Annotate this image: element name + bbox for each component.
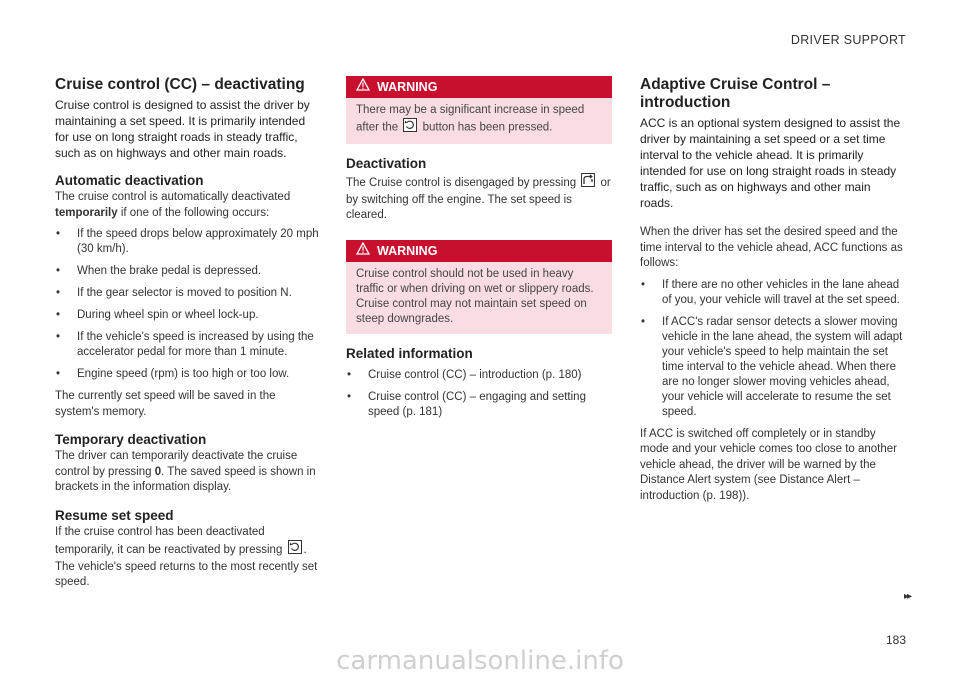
warning-triangle-icon: [356, 240, 370, 262]
intro-text: ACC is an optional system designed to assist the driver by maintaining a set speed or a set time interval to the vehicle ahead. It is primarily intended for use on long straight roads in steady traffic, such as on highways and other main roads.: [640, 116, 901, 210]
resume-icon: [403, 118, 417, 137]
list-item: • During wheel spin or wheel lock-up.: [55, 308, 320, 323]
bold-text: temporarily: [55, 206, 118, 219]
intro-text: Cruise control is designed to assist the driver by maintaining a set speed. It is primarily intended for use on long straight roads in steady traffic, such as on highways and other main roads.: [55, 98, 310, 160]
list-item: • If there are no other vehicles in the lane ahead of you, your vehicle will travel at the set speed.: [640, 278, 906, 308]
text-run: The Cruise control is disengaged by pressing: [346, 176, 580, 189]
warning-box: [346, 76, 612, 144]
text-run: . The vehicle's speed returns to the most recently set speed.: [55, 543, 318, 588]
warning-box: [346, 240, 612, 334]
body-text: When the driver has set the desired speed and the time interval to the vehicle ahead, ACC functions as follows:: [640, 226, 903, 269]
text-run: If the cruise control has been deactivated temporarily, it can be reactivated by pressing: [55, 525, 286, 556]
heading-related-information: Related information: [346, 345, 473, 361]
list-item: • If the vehicle's speed is increased by using the accelerator pedal for more than 1 minute.: [55, 330, 320, 360]
text-run: if one of the following occurs:: [117, 206, 270, 219]
warning-text: Cruise control should not be used in heavy traffic or when driving on wet or slippery roads. Cruise control may not maintain set speed on steep downgrades.: [356, 267, 594, 325]
related-link[interactable]: • Cruise control (CC) – introduction (p. 180): [346, 368, 612, 383]
warning-header: [346, 76, 612, 98]
warning-header: [346, 240, 612, 262]
warning-label: WARNING: [377, 243, 438, 258]
list-item: • When the brake pedal is depressed.: [55, 264, 320, 279]
heading-temporary-deactivation: Temporary deactivation: [55, 432, 207, 447]
warning-triangle-icon: [356, 76, 370, 98]
body-text: If ACC is switched off completely or in standby mode and your vehicle comes too close to another vehicle ahead, the driver will be warned by the Distance Alert system (see Distance Alert – introduction (p. 198)).: [640, 427, 897, 502]
list-item: • If the speed drops below approximately 20 mph (30 km/h).: [55, 227, 320, 257]
text-run: The cruise control is automatically deactivated: [55, 191, 291, 203]
warning-text: [346, 98, 612, 144]
text-run: button has been pressed.: [419, 121, 553, 134]
temporary-deactivation-text: [55, 449, 320, 496]
list-item: • If the gear selector is moved to position N.: [55, 286, 320, 301]
heading-resume-set-speed: Resume set speed: [55, 507, 174, 523]
column-cc-deactivating: [55, 76, 320, 591]
section-title: Cruise control (CC) – deactivating: [55, 76, 305, 93]
related-link[interactable]: • Cruise control (CC) – engaging and setting speed (p. 181): [346, 390, 612, 420]
auto-deactivation-list: [55, 227, 320, 382]
resume-icon: [288, 540, 302, 560]
bold-text: 0: [154, 465, 162, 478]
list-item: • If ACC's radar sensor detects a slower moving vehicle in the lane ahead, the system will adapt your vehicle's speed to help maintain the set time interval to the vehicle ahead. When there are no longer slower moving vehicles ahead, your vehicle will accelerate to resume the set speed.: [640, 315, 906, 420]
section-title: Adaptive Cruise Control – introduction: [640, 76, 831, 111]
text-run: . The saved speed is shown in brackets in the information display.: [55, 465, 316, 493]
page-number: 183: [885, 633, 906, 647]
column-acc-introduction: [640, 76, 906, 504]
watermark: carmanualsonline.info: [336, 646, 624, 676]
text-run: There may be a significant increase in speed after the: [356, 104, 585, 134]
deactivation-text: [346, 173, 612, 224]
continue-arrows-icon: ▸▸: [903, 591, 910, 602]
heading-deactivation: Deactivation: [346, 156, 427, 171]
auto-deactivation-text: [55, 190, 320, 221]
heading-automatic-deactivation: Automatic deactivation: [55, 173, 204, 188]
cruise-off-icon: [581, 173, 595, 193]
warning-label: WARNING: [377, 80, 438, 94]
section-header: DRIVER SUPPORT: [790, 33, 906, 47]
list-item: • Engine speed (rpm) is too high or too low.: [55, 367, 320, 382]
resume-text: [55, 525, 320, 591]
related-list: [346, 368, 612, 420]
acc-function-list: [640, 278, 906, 420]
text-run: The driver can temporarily deactivate the cruise control by pressing: [55, 450, 298, 478]
column-warnings: [346, 76, 612, 427]
memory-note: The currently set speed will be saved in the system's memory.: [55, 390, 276, 418]
text-run: or by switching off the engine. The set speed is cleared.: [346, 176, 611, 221]
